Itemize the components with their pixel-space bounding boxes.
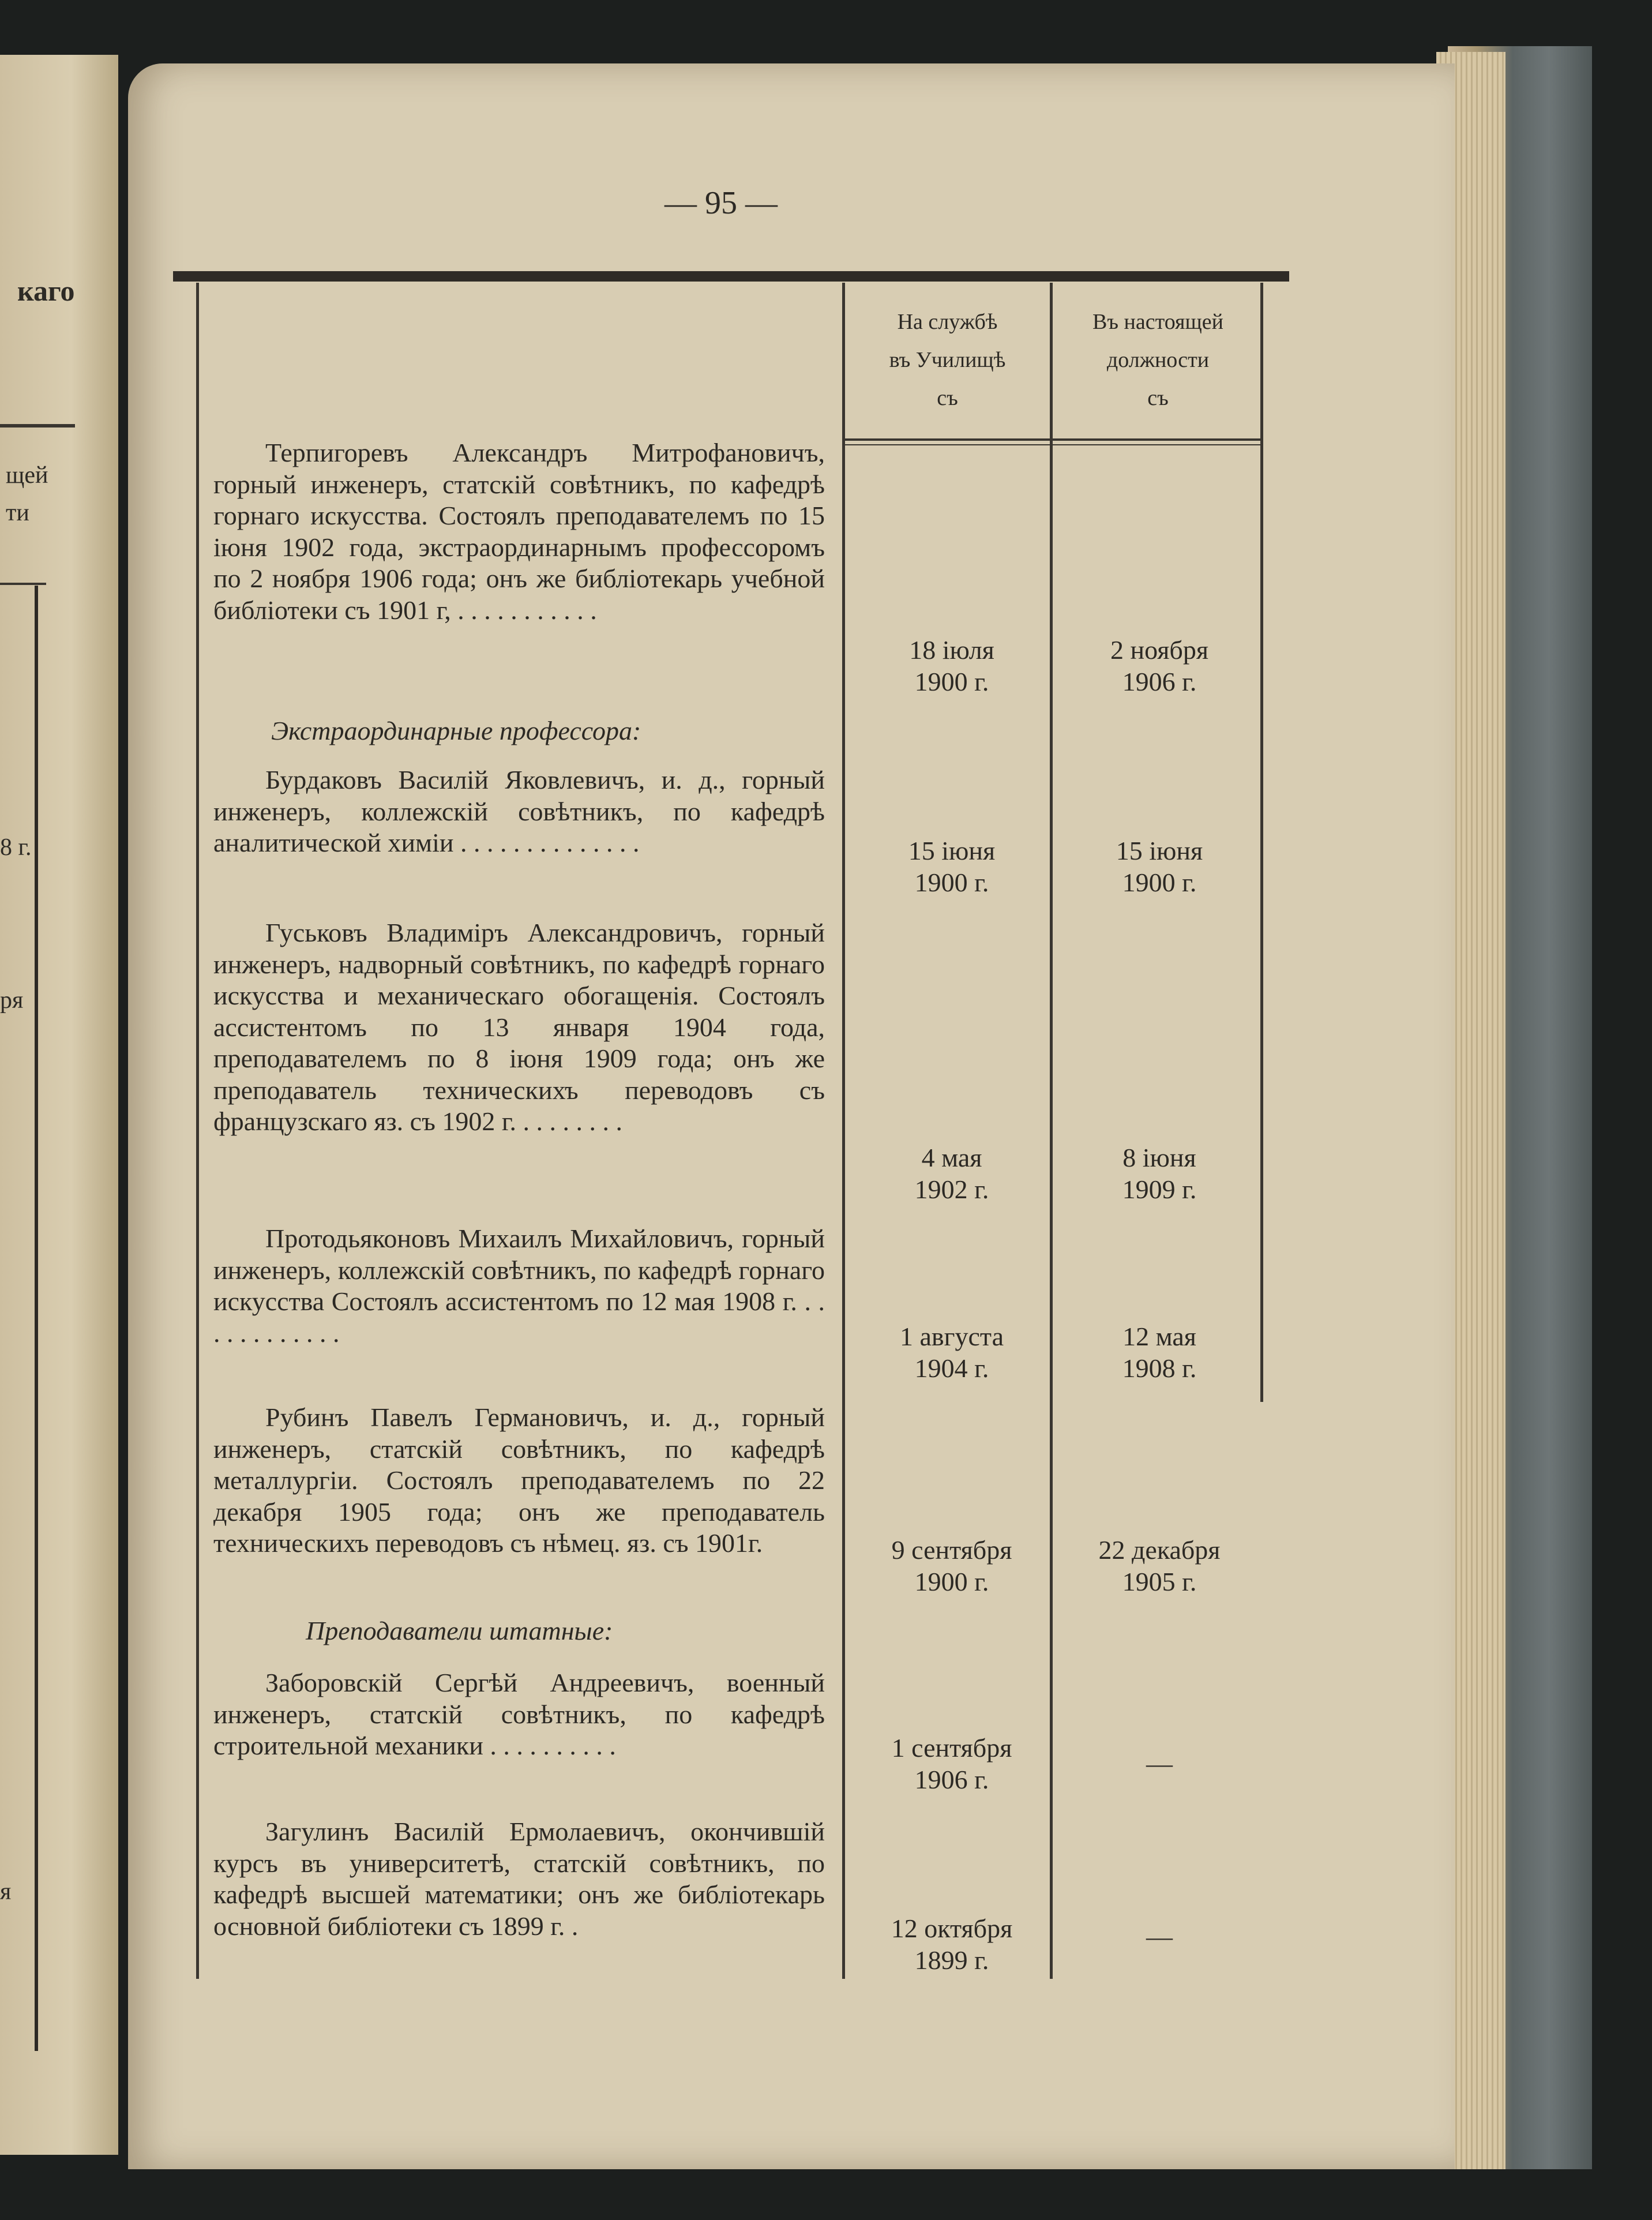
service-date bbox=[848, 1535, 1056, 1597]
column-header-line: На службѣ bbox=[897, 310, 998, 334]
left-page-fragment: 8 г. bbox=[0, 834, 32, 861]
column-header-line: Въ настоящей bbox=[1092, 310, 1223, 334]
service-date bbox=[848, 835, 1056, 898]
date-line: 15 іюня bbox=[908, 836, 996, 865]
date-line: 1899 г. bbox=[914, 1945, 989, 1975]
date-line: 1909 г. bbox=[1122, 1174, 1197, 1204]
service-date bbox=[848, 1321, 1056, 1384]
column-header-line: съ bbox=[937, 386, 958, 410]
date-line: 12 октября bbox=[891, 1914, 1013, 1943]
date-line: 1904 г. bbox=[914, 1353, 989, 1383]
position-date bbox=[1056, 1535, 1263, 1597]
entry-text-content: Заборовскій Сергѣй Андреевичъ, военный инженеръ, статскій совѣтникъ, по кафедрѣ строительной механики . . . . . . . . . . bbox=[213, 1668, 825, 1760]
date-line: 4 мая bbox=[921, 1143, 982, 1172]
position-date bbox=[1056, 635, 1263, 697]
column-header-service bbox=[848, 303, 1047, 417]
date-line: 1900 г. bbox=[1122, 867, 1197, 897]
left-page-fragment: каго bbox=[17, 275, 75, 307]
date-line: 1900 г. bbox=[914, 1566, 989, 1596]
position-date bbox=[1056, 1321, 1263, 1384]
service-date bbox=[848, 635, 1056, 697]
entry-text bbox=[213, 764, 825, 859]
date-line: — bbox=[1146, 1749, 1173, 1778]
date-line: 18 іюля bbox=[909, 635, 994, 665]
left-page-fragment: ти bbox=[6, 500, 29, 526]
left-page-fragment: ря bbox=[0, 987, 24, 1014]
date-line: 1900 г. bbox=[914, 666, 989, 696]
entry-text bbox=[213, 1816, 825, 1942]
position-date bbox=[1056, 1748, 1263, 1780]
date-line: 2 ноября bbox=[1110, 635, 1208, 665]
section-title-extraordinary: Экстраординарные профессора: bbox=[271, 716, 641, 745]
date-line: 1 сентября bbox=[891, 1733, 1012, 1762]
page-number: — 95 — bbox=[664, 185, 778, 221]
header-underline-thin bbox=[842, 444, 1263, 445]
date-line: 9 сентября bbox=[891, 1535, 1012, 1565]
entry-text bbox=[213, 1667, 825, 1762]
date-line: 1908 г. bbox=[1122, 1353, 1197, 1383]
entry-text-content: Загулинъ Василій Ермолаевичъ, окончившій курсъ въ университетѣ, статскій совѣтникъ, по кафедрѣ высшей математики; онъ же библіотекарь основной библіотеки съ 1899 г. . bbox=[213, 1817, 825, 1941]
left-page-column-line bbox=[35, 586, 38, 2051]
service-date bbox=[848, 1142, 1056, 1205]
entry-text bbox=[213, 917, 825, 1138]
column-divider-dates bbox=[1050, 283, 1053, 1979]
entry-text-content: Протодьяконовъ Михаилъ Михайловичъ, горный инженеръ, коллежскій совѣтникъ, по кафедрѣ горнаго искусства Состоялъ ассистентомъ по 12 мая 1908 г. . . . . . . . . . . . . bbox=[213, 1224, 825, 1348]
date-line: 1 августа bbox=[899, 1322, 1004, 1351]
entry-text bbox=[213, 437, 825, 626]
section-title-staff: Преподаватели штатные: bbox=[306, 1616, 613, 1645]
position-date bbox=[1056, 1921, 1263, 1953]
left-page-rule bbox=[0, 583, 46, 585]
date-line: 22 декабря bbox=[1098, 1535, 1221, 1565]
column-header-line: въ Училищѣ bbox=[889, 348, 1006, 372]
header-rule bbox=[173, 271, 1289, 282]
left-page-fragment: щей bbox=[6, 462, 48, 489]
column-header-position bbox=[1056, 303, 1260, 417]
left-page-rule bbox=[0, 424, 75, 427]
service-date bbox=[848, 1913, 1056, 1976]
position-date bbox=[1056, 1142, 1263, 1205]
header-underline bbox=[842, 438, 1263, 441]
column-divider-text bbox=[842, 283, 845, 1979]
date-line: 1905 г. bbox=[1122, 1566, 1197, 1596]
left-page-edge bbox=[0, 55, 118, 2155]
entry-text bbox=[213, 1402, 825, 1559]
table-left-border bbox=[196, 283, 199, 1979]
date-line: 1906 г. bbox=[914, 1764, 989, 1794]
date-line: 15 іюня bbox=[1116, 836, 1203, 865]
date-line: 12 мая bbox=[1122, 1322, 1196, 1351]
entry-text-content: Терпигоревъ Александръ Митрофановичъ, горный инженеръ, статскій совѣтникъ, по кафедрѣ горнаго искусства. Состоялъ преподавателемъ по 15 іюня 1902 года, экстраординарнымъ профессоромъ по 2 ноября 1906 года; онъ же библіотекарь учебной библіотеки съ 1901 г, . . . . . . . . . . . bbox=[213, 438, 825, 625]
column-header-line: съ bbox=[1147, 386, 1169, 410]
date-line: 8 іюня bbox=[1122, 1143, 1196, 1172]
date-line: 1900 г. bbox=[914, 867, 989, 897]
date-line: 1906 г. bbox=[1122, 666, 1197, 696]
date-line: — bbox=[1146, 1922, 1173, 1951]
left-page-fragment: я bbox=[0, 1878, 12, 1905]
service-date bbox=[848, 1732, 1056, 1795]
entry-text-content: Рубинъ Павелъ Германовичъ, и. д., горный инженеръ, статскій совѣтникъ, по кафедрѣ металлургіи. Состоялъ преподавателемъ по 22 декабря 1905 года; онъ же преподаватель техническихъ переводовъ съ нѣмец. яз. съ 1901г. bbox=[213, 1402, 825, 1558]
entry-text-content: Бурдаковъ Василій Яковлевичъ, и. д., горный инженеръ, коллежскій совѣтникъ, по кафедрѣ аналитической химіи . . . . . . . . . . . . . . bbox=[213, 765, 825, 857]
entry-text-content: Гуськовъ Владиміръ Александровичъ, горный инженеръ, надворный совѣтникъ, по кафедрѣ горнаго искусства и механическаго обогащенія. Состоялъ ассистентомъ по 13 января 1904 года, преподавателемъ по 8 іюня 1909 года; онъ же преподаватель техническихъ переводовъ съ французскаго яз. съ 1902 г. . . . . . . . . bbox=[213, 918, 825, 1136]
entry-text bbox=[213, 1223, 825, 1349]
column-header-line: должности bbox=[1106, 348, 1210, 372]
position-date bbox=[1056, 835, 1263, 898]
date-line: 1902 г. bbox=[914, 1174, 989, 1204]
